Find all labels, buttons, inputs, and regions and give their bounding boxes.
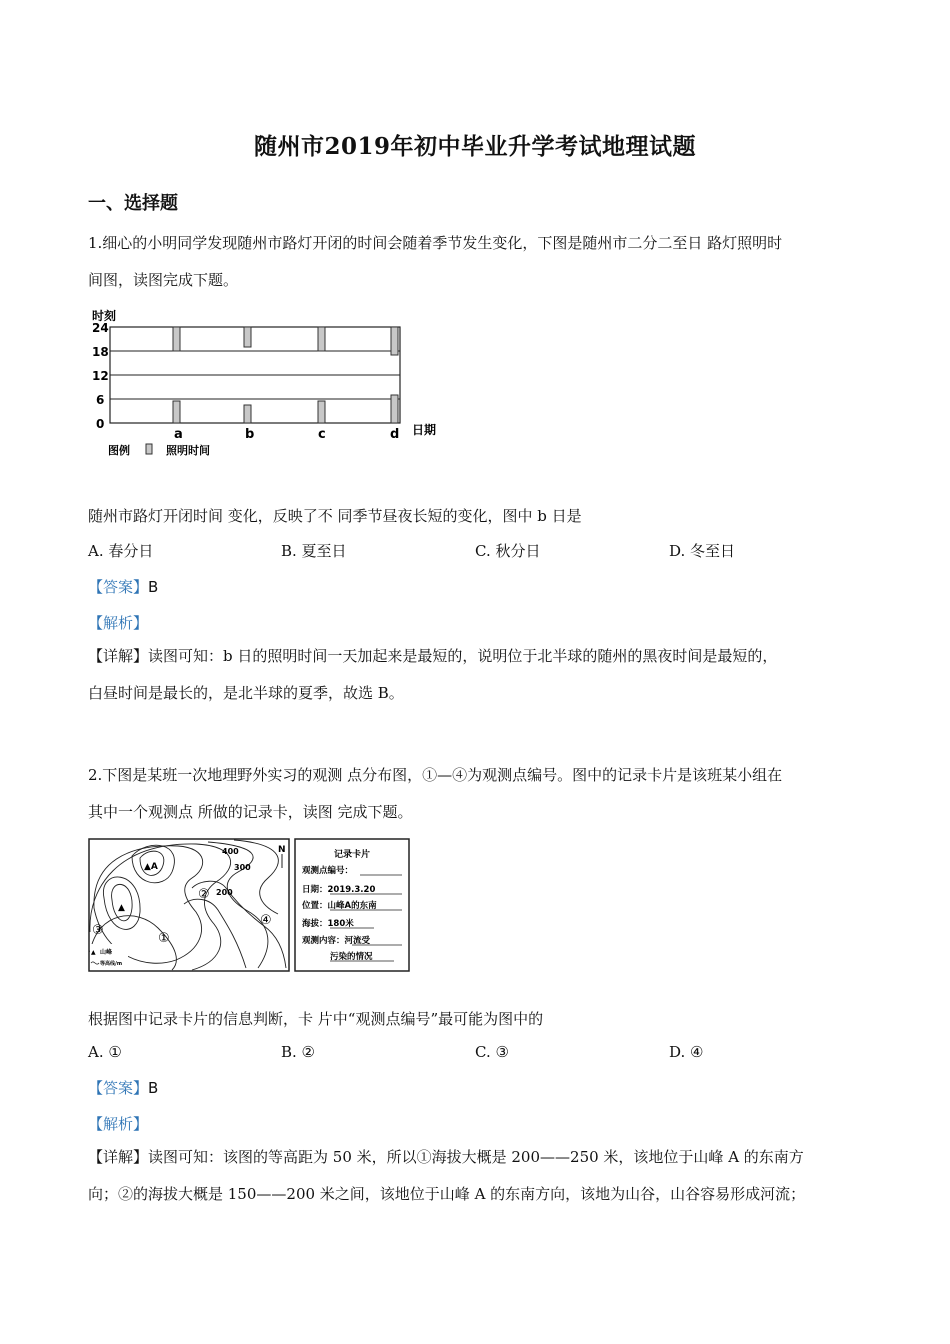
lighting-bar-a-evening bbox=[173, 327, 180, 351]
answer-tag: 【答案】 bbox=[88, 1079, 149, 1097]
q1-option-d[interactable]: D. 冬至日 bbox=[669, 542, 736, 560]
contour-label-400: 400 bbox=[222, 847, 239, 856]
legend-contour-label: 等高线/m bbox=[100, 961, 123, 967]
lighting-bar-c-morning bbox=[318, 401, 325, 423]
answer-value: B bbox=[148, 1079, 159, 1097]
q2-option-d[interactable]: D. ④ bbox=[669, 1043, 704, 1061]
legend-prefix: 图例 bbox=[108, 444, 130, 457]
answer-value: B bbox=[148, 578, 159, 596]
contour-map bbox=[88, 838, 290, 972]
record-card bbox=[294, 838, 410, 972]
lighting-bar-b-morning bbox=[244, 405, 251, 423]
xtick-label: d bbox=[390, 427, 400, 442]
q1-stem-line2: 间图，读图完成下题。 bbox=[88, 271, 239, 289]
q1-option-b[interactable]: B. 夏至日 bbox=[281, 542, 347, 560]
page-title: 随州市2019年初中毕业升学考试地理试题 bbox=[253, 133, 696, 160]
peak-icon: ▲ bbox=[118, 903, 125, 913]
point-3: ③ bbox=[92, 923, 104, 938]
q2-stem-line1: 2.下图是某班一次地理野外实习的观测 点分布图，①—④为观测点编号。图中的记录卡片是该班某小组在 bbox=[88, 766, 783, 784]
lighting-time-chart bbox=[88, 308, 458, 463]
q2-option-a[interactable]: A. ① bbox=[88, 1043, 122, 1061]
lighting-bar-a-morning bbox=[173, 401, 180, 423]
ytick-label: 6 bbox=[96, 393, 105, 407]
q1-answer-row bbox=[88, 576, 158, 597]
north-label: N bbox=[278, 845, 286, 855]
card-line-content: 观测内容：河流受 bbox=[302, 936, 371, 946]
contour-label-300: 300 bbox=[234, 863, 251, 872]
contour-label-200: 200 bbox=[216, 888, 233, 897]
lighting-bar-c-evening bbox=[318, 327, 325, 351]
analysis-tag: 【解析】 bbox=[88, 614, 149, 632]
point-1: ① bbox=[158, 931, 170, 946]
card-title: 记录卡片 bbox=[333, 850, 371, 860]
analysis-tag: 【解析】 bbox=[88, 1115, 149, 1133]
chart-ylabel: 时刻 bbox=[92, 309, 117, 323]
card-line-id: 观测点编号： bbox=[302, 866, 354, 876]
q1-stem-line1: 1.细心的小明同学发现随州市路灯开闭的时间会随着季节发生变化，下图是随州市二分二至日 路灯照明时 bbox=[88, 234, 783, 252]
ytick-label: 12 bbox=[92, 369, 109, 383]
q2-detail-line1: 【详解】读图可知：该图的等高距为 50 米，所以①海拔大概是 200——250 米，该地位于山峰 A 的东南方 bbox=[88, 1148, 804, 1166]
q1-detail-line1: 【详解】读图可知：b 日的照明时间一天加起来是最短的，说明位于北半球的随州的黑夜时间是最短的， bbox=[88, 647, 778, 665]
ytick-label: 18 bbox=[92, 345, 109, 359]
lighting-bar-d-morning bbox=[391, 395, 398, 423]
point-4: ④ bbox=[260, 913, 272, 928]
chart-xlabel: 日期 bbox=[412, 423, 437, 437]
xtick-label: b bbox=[245, 427, 255, 442]
answer-tag: 【答案】 bbox=[88, 578, 149, 596]
ytick-label: 0 bbox=[96, 417, 105, 431]
legend-peak-label: 山峰 bbox=[100, 949, 113, 956]
card-line-date: 日期：2019.3.20 bbox=[302, 885, 376, 895]
ytick-label: 24 bbox=[92, 321, 109, 335]
q2-answer-row bbox=[88, 1077, 158, 1098]
card-line-content2: 污染的情况 bbox=[330, 952, 373, 962]
point-2: ② bbox=[198, 887, 210, 902]
peak-a-label: ▲A bbox=[144, 862, 158, 872]
q2-option-c[interactable]: C. ③ bbox=[475, 1043, 509, 1061]
legend-swatch bbox=[146, 444, 152, 454]
card-line-pos: 位置：山峰A的东南 bbox=[302, 901, 377, 911]
q2-option-b[interactable]: B. ② bbox=[281, 1043, 316, 1061]
legend-label: 照明时间 bbox=[166, 444, 210, 457]
q1-detail-line2: 白昼时间是最长的，是北半球的夏季，故选 B。 bbox=[88, 684, 404, 702]
xtick-label: a bbox=[174, 427, 183, 442]
q2-detail-line2: 向；②的海拔大概是 150——200 米之间，该地位于山峰 A 的东南方向，该地为山谷，山谷容易形成河流； bbox=[88, 1185, 806, 1203]
lighting-bar-b-evening bbox=[244, 327, 251, 347]
q2-stem-line2: 其中一个观测点 所做的记录卡，读图 完成下题。 bbox=[88, 803, 413, 821]
q1-question: 随州市路灯开闭时间 变化，反映了不 同季节昼夜长短的变化，图中 b 日是 bbox=[88, 507, 582, 525]
legend-peak-icon: ▲ bbox=[91, 949, 96, 956]
lighting-bar-d-evening bbox=[391, 327, 398, 355]
section-heading: 一、选择题 bbox=[88, 193, 178, 214]
q2-question: 根据图中记录卡片的信息判断，卡 片中“观测点编号”最可能为图中的 bbox=[88, 1010, 544, 1028]
q1-option-c[interactable]: C. 秋分日 bbox=[475, 542, 541, 560]
xtick-label: c bbox=[318, 427, 326, 442]
card-line-alt: 海拔：180米 bbox=[302, 919, 354, 929]
q1-option-a[interactable]: A. 春分日 bbox=[88, 542, 154, 560]
